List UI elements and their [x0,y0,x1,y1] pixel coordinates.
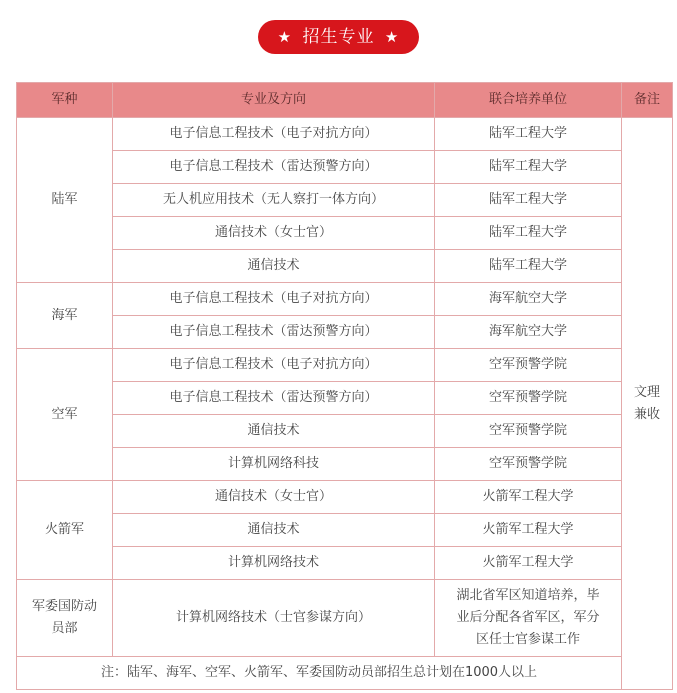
unit-cell: 火箭军工程大学 [435,514,622,547]
unit-cell: 空军预警学院 [435,448,622,481]
table-row [17,349,673,382]
table-row [17,657,673,690]
table-row [17,514,673,547]
table-row [17,283,673,316]
major-cell: 通信技术 [113,250,435,283]
section-title-text: 招生专业 [302,27,375,47]
header-unit: 联合培养单位 [435,83,622,118]
major-cell: 通信技术 [113,415,435,448]
unit-cell: 空军预警学院 [435,349,622,382]
unit-line: 业后分配各省军区，军分 [456,610,600,625]
branch-cell [17,580,113,657]
unit-cell: 空军预警学院 [435,382,622,415]
recruitment-table [16,82,673,690]
table-row [17,316,673,349]
branch-cell: 海军 [17,283,113,349]
star-icon: ★ [384,28,400,46]
table-row [17,580,673,657]
major-cell: 电子信息工程技术（电子对抗方向） [113,349,435,382]
table-row [17,415,673,448]
major-cell: 计算机网络技术（士官参谋方向） [113,580,435,657]
major-cell: 通信技术（女士官） [113,217,435,250]
table-row [17,250,673,283]
unit-line: 湖北省军区知道培养，毕 [456,588,600,603]
star-icon: ★ [277,28,293,46]
unit-cell: 火箭军工程大学 [435,547,622,580]
major-cell: 无人机应用技术（无人察打一体方向） [113,184,435,217]
unit-cell: 火箭军工程大学 [435,481,622,514]
major-cell: 电子信息工程技术（雷达预警方向） [113,151,435,184]
unit-line: 区任士官参谋工作 [475,632,580,647]
unit-cell: 陆军工程大学 [435,217,622,250]
major-cell: 电子信息工程技术（电子对抗方向） [113,118,435,151]
unit-cell: 陆军工程大学 [435,250,622,283]
major-cell: 计算机网络技术 [113,547,435,580]
remark-cell [622,118,673,690]
major-cell: 通信技术（女士官） [113,481,435,514]
major-cell: 通信技术 [113,514,435,547]
unit-cell: 海军航空大学 [435,283,622,316]
remark-line: 兼收 [633,406,660,422]
table-row [17,184,673,217]
table-row [17,547,673,580]
branch-cell: 空军 [17,349,113,481]
title-banner [0,20,677,54]
remark-line: 文理 [633,384,660,400]
unit-cell: 海军航空大学 [435,316,622,349]
branch-line: 军委国防动 [31,599,97,614]
table-row [17,217,673,250]
table-row [17,448,673,481]
footnote-cell: 注：陆军、海军、空军、火箭军、军委国防动员部招生总计划在1000人以上 [17,657,622,690]
unit-cell: 陆军工程大学 [435,151,622,184]
major-cell: 电子信息工程技术（电子对抗方向） [113,283,435,316]
table-row [17,481,673,514]
branch-cell: 火箭军 [17,481,113,580]
major-cell: 计算机网络科技 [113,448,435,481]
branch-cell: 陆军 [17,118,113,283]
major-cell: 电子信息工程技术（雷达预警方向） [113,316,435,349]
branch-line: 员部 [51,621,78,636]
unit-cell: 空军预警学院 [435,415,622,448]
unit-cell: 陆军工程大学 [435,184,622,217]
section-title [258,20,420,54]
unit-cell [435,580,622,657]
table-row [17,118,673,151]
table-row [17,151,673,184]
unit-cell: 陆军工程大学 [435,118,622,151]
header-branch: 军种 [17,83,113,118]
header-remark: 备注 [622,83,673,118]
table-row [17,382,673,415]
header-major: 专业及方向 [113,83,435,118]
table-header-row [17,83,673,118]
major-cell: 电子信息工程技术（雷达预警方向） [113,382,435,415]
